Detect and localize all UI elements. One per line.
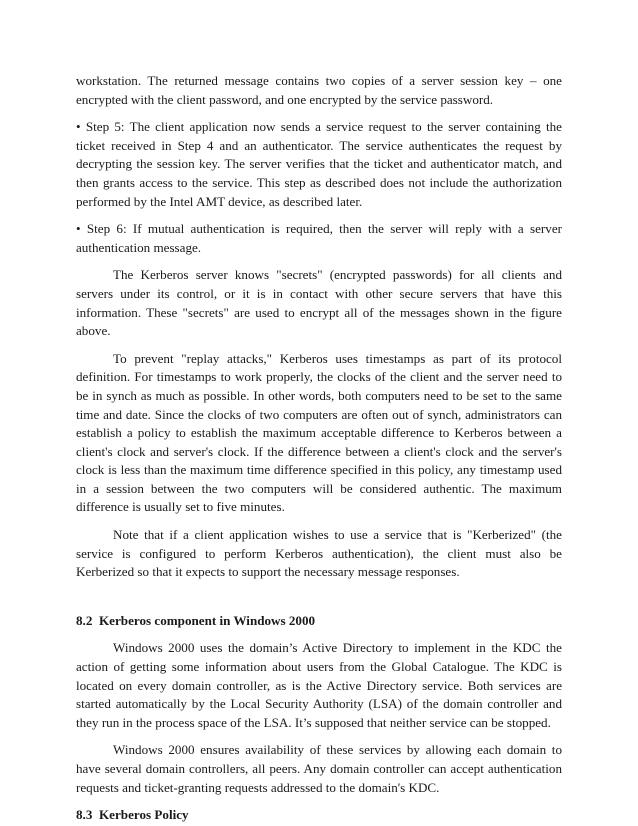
bullet-step-6: • Step 6: If mutual authentication is required, then the server will reply with a server authentication message. — [76, 221, 562, 255]
paragraph-windows-2000-kdc: Windows 2000 uses the domain’s Active Directory to implement in the KDC the action of getting some information about users from the Global Catalogue. The KDC is located on every domain controller, as is the Active Directory service. Both services are started automatically by the Local Security Authority (LSA) of the domain controller and they run in the process space of the LSA. It’s supposed that neither service can be stopped. — [76, 640, 562, 730]
page-content — [76, 72, 562, 825]
section-number: 8.3 — [76, 807, 93, 823]
paragraph-kerberized: Note that if a client application wishes to use a service that is "Kerberized" (the service is configured to perform Kerberos authentication), the client must also be Kerberized so that it expects to support the necessary message responses. — [76, 527, 562, 580]
section-title: Kerberos component in Windows 2000 — [99, 612, 316, 628]
section-number: 8.2 — [76, 612, 93, 628]
section-heading-8-3 — [76, 806, 562, 825]
paragraph-replay-attacks: To prevent "replay attacks," Kerberos uses timestamps as part of its protocol definition. For timestamps to work properly, the clocks of the client and the server need to be in synch as much as possible. In other words, both computers need to be set to the same time and date. Since the clocks of two computers are often out of synch, administrators can establish a policy to establish the maximum acceptable difference to Kerberos between a client's clock and server's clock. If the difference between a client's clock and the server's clock is less than the maximum time difference specified in this policy, any timestamp used in a session between the two computers will be considered authentic. The maximum difference is usually set to five minutes. — [76, 350, 562, 515]
section-title: Kerberos Policy — [99, 807, 189, 823]
paragraph-session-key: workstation. The returned message contains two copies of a server session key – one encrypted with the client password, and one encrypted by the service password. — [76, 73, 562, 107]
section-heading-8-2 — [76, 612, 562, 631]
bullet-step-5: • Step 5: The client application now sends a service request to the server containing the ticket received in Step 4 and an authenticator. The service authenticates the request by decrypting the session key. The server verifies that the ticket and authenticator match, and then grants access to the service. This step as described does not include the authorization performed by the Intel AMT device, as described later. — [76, 119, 562, 209]
paragraph-domain-controllers: Windows 2000 ensures availability of these services by allowing each domain to have several domain controllers, all peers. Any domain controller can accept authentication requests and ticket-granting requests addressed to the domain's KDC. — [76, 742, 562, 795]
paragraph-secrets: The Kerberos server knows "secrets" (encrypted passwords) for all clients and servers under its control, or it is in contact with other secure servers that have this information. These "secrets" are used to encrypt all of the messages shown in the figure above. — [76, 267, 562, 339]
